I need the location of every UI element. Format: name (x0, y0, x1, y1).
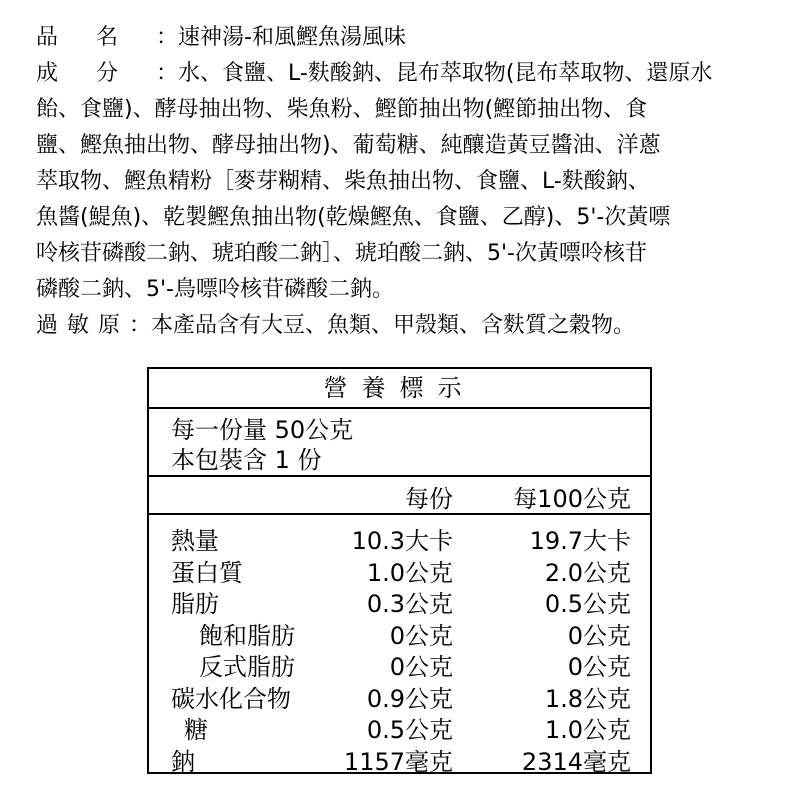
per-serving-value: 0.9公克 (366, 684, 453, 713)
ingredients-line: 磷酸二鈉、5'-鳥嘌呤核苷磷酸二鈉。 (36, 277, 394, 302)
colon: ： (156, 25, 179, 50)
nutrition-row (149, 521, 650, 553)
ingredients-line: 魚醬(鯷魚)、乾製鰹魚抽出物(乾燥鰹魚、食鹽、乙醇)、5'-次黃嘌 (36, 205, 671, 230)
nutrition-row (149, 616, 650, 648)
allergen-label: 過敏原 (36, 313, 130, 338)
serving-size: 每一份量 50公克 (171, 416, 354, 444)
nutrient-name: 糖 (184, 716, 208, 744)
per-serving-value: 0.5公克 (366, 716, 453, 744)
product-name-label: 品名 (36, 25, 157, 50)
per-100g-header: 每100公克 (513, 485, 631, 513)
per-serving-value: 1.0公克 (366, 558, 453, 587)
nutrition-row (149, 553, 650, 585)
nutrition-row (149, 584, 650, 616)
per-100g-value: 2314毫克 (521, 747, 631, 776)
per-100g-value: 0公克 (567, 621, 631, 650)
nutrient-name: 反式脂肪 (199, 653, 295, 681)
ingredients-line: 鹽、鰹魚抽出物、酵母抽出物)、葡萄糖、純釀造黃豆醬油、洋蔥 (36, 133, 661, 158)
nutrient-name: 碳水化合物 (171, 684, 291, 713)
nutrient-name: 蛋白質 (171, 558, 243, 587)
nutrient-name: 脂肪 (171, 590, 219, 618)
nutrient-name: 飽和脂肪 (199, 621, 295, 650)
nutrition-title: 營養標示 (149, 369, 650, 409)
ingredients-line: 呤核苷磷酸二鈉、琥珀酸二鈉］、琥珀酸二鈉、5'-次黃嘌呤核苷 (36, 241, 647, 266)
servings-per-package: 本包裝含 1 份 (171, 446, 322, 474)
ingredients-line: 飴、食鹽)、酵母抽出物、柴魚粉、鰹節抽出物(鰹節抽出物、食 (36, 97, 648, 122)
per-100g-value: 2.0公克 (544, 558, 631, 587)
per-100g-value: 0.5公克 (544, 590, 631, 618)
ingredients-line (36, 56, 781, 92)
nutrition-facts-table (147, 367, 652, 774)
nutrition-column-header (149, 477, 650, 515)
per-100g-value: 19.7大卡 (529, 527, 631, 555)
nutrition-row (149, 647, 650, 679)
per-100g-value: 1.0公克 (544, 716, 631, 744)
nutrition-rows (149, 515, 650, 776)
product-info (36, 20, 781, 344)
serving-info (149, 409, 650, 477)
per-serving-value: 1157毫克 (343, 747, 453, 776)
allergen-value: 本產品含有大豆、魚類、甲殼類、含麩質之穀物。 (151, 313, 636, 338)
per-serving-value: 0公克 (389, 621, 453, 650)
colon: ： (156, 61, 179, 86)
per-100g-value: 1.8公克 (544, 684, 631, 713)
ingredients-line: 萃取物、鰹魚精粉［麥芽糊精、柴魚抽出物、食鹽、L-麩酸鈉、 (36, 169, 650, 194)
colon: ： (129, 313, 152, 338)
nutrition-row (149, 679, 650, 711)
nutrient-name: 熱量 (171, 527, 219, 555)
allergen-line (36, 308, 781, 344)
product-name-line (36, 20, 781, 56)
per-serving-header: 每份 (405, 485, 453, 513)
nutrition-row (149, 742, 650, 774)
product-name-value: 速神湯-和風鰹魚湯風味 (178, 25, 406, 50)
per-serving-value: 10.3大卡 (351, 527, 453, 555)
per-serving-value: 0公克 (389, 653, 453, 681)
ingredients-text: 水、食鹽、L-麩酸鈉、昆布萃取物(昆布萃取物、還原水 (178, 61, 713, 86)
ingredients-label: 成分 (36, 61, 157, 86)
per-100g-value: 0公克 (567, 653, 631, 681)
nutrition-row (149, 710, 650, 742)
nutrient-name: 鈉 (171, 747, 195, 776)
per-serving-value: 0.3公克 (366, 590, 453, 618)
